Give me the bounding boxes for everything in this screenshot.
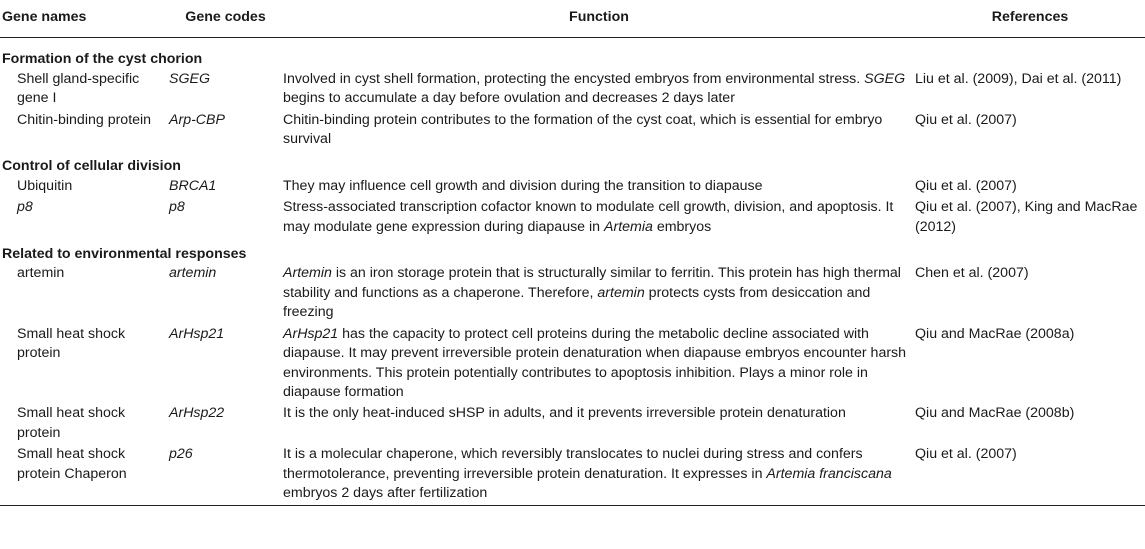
gene-code-cell: ArHsp21 (169, 325, 225, 342)
function-text: They may influence cell growth and division during the transition to diapause (283, 177, 763, 194)
function-cell (283, 198, 915, 239)
gene-code-cell: Arp-CBP (169, 111, 225, 128)
section-title: Formation of the cyst chorion (2, 51, 203, 68)
section-row (0, 151, 1145, 176)
references-cell: Qiu et al. (2007) (915, 177, 1017, 194)
function-text: Artemia (604, 218, 653, 235)
table-row (0, 177, 1145, 198)
table-row (0, 445, 1145, 506)
function-text: embryos (652, 218, 712, 235)
table-row (0, 70, 1145, 111)
function-text: is an iron storage protein that is structurally similar to ferritin. This protein has high thermal stability and functions as a chaperone. Therefore, (283, 265, 901, 301)
function-cell (283, 70, 915, 111)
function-text: It is the only heat-induced sHSP in adults, and it prevents irreversible protein denaturation (283, 405, 846, 422)
function-cell (283, 325, 915, 405)
table-row (0, 325, 1145, 405)
references-cell: Qiu et al. (2007) (915, 111, 1017, 128)
function-text: ArHsp21 (283, 325, 339, 342)
references-cell: Chen et al. (2007) (915, 265, 1029, 282)
gene-name-cell: Small heat shock protein (17, 325, 126, 362)
function-text: Artemin (283, 265, 332, 282)
gene-code-cell: SGEG (169, 70, 210, 87)
function-cell (283, 177, 915, 198)
table-header (0, 0, 1145, 38)
function-text: artemin (597, 284, 645, 301)
gene-code-cell: ArHsp22 (169, 405, 225, 422)
function-cell (283, 111, 915, 152)
table-row (0, 404, 1145, 445)
gene-name-cell: Shell gland-specific gene I (17, 70, 140, 107)
table-row (0, 264, 1145, 324)
gene-name-cell: artemin (17, 265, 65, 282)
section-title: Related to environmental responses (2, 246, 247, 263)
function-cell (283, 264, 915, 324)
section-title: Control of cellular division (2, 158, 181, 175)
table-row (0, 198, 1145, 239)
gene-name-cell: Chitin-binding protein (17, 111, 152, 128)
section-row (0, 239, 1145, 264)
gene-name-cell: Ubiquitin (17, 177, 73, 194)
gene-name-cell: Small heat shock protein Chaperon (0, 445, 168, 506)
gene-code-cell: p8 (169, 199, 185, 216)
header-references: References (915, 0, 1145, 38)
gene-name-cell: Small heat shock protein (17, 405, 126, 441)
header-function: Function (283, 0, 915, 38)
gene-code-cell: artemin (169, 265, 217, 282)
references-cell: Qiu et al. (2007), King and MacRae (2012) (915, 199, 1138, 235)
function-text: embryos 2 days after fertilization (283, 484, 488, 501)
function-text: has the capacity to protect cell proteins during the metabolic decline associated with diapause. It may prevent irreversible protein denaturation when diapause embryos encounter harsh environments. This protein potentially contributes to apoptosis inhibition. Plays a minor role in diapause formation (283, 325, 907, 400)
references-cell: Qiu and MacRae (2008b) (915, 405, 1075, 422)
function-text: Involved in cyst shell formation, protecting the encysted embryos from environmental stress. (283, 70, 865, 87)
table-row (0, 111, 1145, 152)
function-text: It is a molecular chaperone, which reversibly translocates to nuclei during stress and confers thermotolerance, preventing irreversible protein denaturation. It expresses in (283, 446, 863, 482)
function-text: Chitin-binding protein contributes to the formation of the cyst coat, which is essential for embryo survival (283, 111, 883, 148)
function-text: SGEG (864, 70, 906, 87)
header-gene-names: Gene names (0, 0, 168, 38)
table-body (0, 38, 1145, 506)
function-text: Artemia franciscana (766, 465, 892, 482)
section-row (0, 38, 1145, 70)
references-cell: Qiu et al. (2007) (915, 445, 1145, 506)
function-cell (283, 445, 915, 506)
header-gene-codes: Gene codes (168, 0, 283, 38)
function-text: protects cysts from desiccation and freezing (283, 284, 871, 321)
function-text: begins to accumulate a day before ovulation and decreases 2 days later (283, 90, 735, 107)
gene-code-cell: p26 (168, 445, 283, 506)
references-cell: Qiu and MacRae (2008a) (915, 325, 1075, 342)
references-cell: Liu et al. (2009), Dai et al. (2011) (915, 70, 1122, 87)
function-text: Stress-associated transcription cofactor known to modulate cell growth, division, and apoptosis. It may modulate gene expression during diapause in (283, 199, 894, 235)
gene-code-cell: BRCA1 (169, 177, 217, 194)
function-cell (283, 404, 915, 445)
gene-name-cell: p8 (17, 199, 33, 216)
